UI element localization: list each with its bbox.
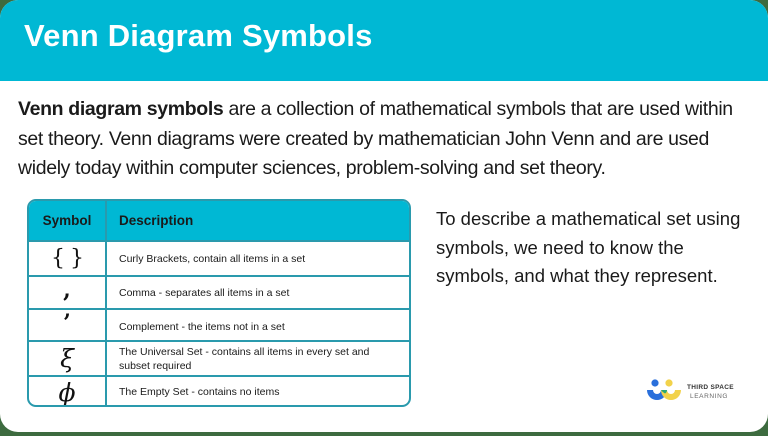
table-row xyxy=(29,377,409,407)
table-row xyxy=(29,342,409,377)
row-description: Complement - the items not in a set xyxy=(119,321,285,333)
symbol-comma: , xyxy=(63,276,71,303)
page-title: Venn Diagram Symbols xyxy=(24,18,373,53)
side-paragraph: To describe a mathematical set using symbols, we need to know the symbols, and what they represent. xyxy=(436,208,741,286)
logo-line1: THIRD SPACE xyxy=(687,384,734,391)
symbol-empty-set: ϕ xyxy=(58,377,76,407)
intro-bold-lead: Venn diagram symbols xyxy=(18,98,224,120)
symbol-curly-brackets: { } xyxy=(51,246,83,271)
intro-text: are a collection of mathematical symbols that are used within set theory. Venn diagrams were created by mathematician John Venn and are used widely today within computer sciences, problem-solving and set theory. xyxy=(18,98,733,179)
header-symbol: Symbol xyxy=(42,213,92,228)
table-row xyxy=(29,310,409,342)
row-description: The Universal Set - contains all items in every set and subset required xyxy=(119,345,370,372)
symbols-table xyxy=(27,199,411,407)
symbol-universal-set: ξ xyxy=(60,344,74,373)
header-bar xyxy=(0,0,768,81)
row-description: Comma - separates all items in a set xyxy=(119,286,290,299)
table-header xyxy=(29,201,409,242)
table-row xyxy=(29,277,409,310)
logo-mark-icon xyxy=(645,378,685,406)
intro-paragraph xyxy=(18,95,758,184)
logo-line2: LEARNING xyxy=(690,393,729,400)
table-row xyxy=(29,242,409,277)
row-description: Curly Brackets, contain all items in a set xyxy=(119,252,306,265)
third-space-learning-logo xyxy=(645,378,755,408)
column-divider xyxy=(105,201,107,405)
row-description: The Empty Set - contains no items xyxy=(119,386,280,398)
header-description: Description xyxy=(119,213,194,228)
symbol-complement: ’ xyxy=(63,310,71,336)
